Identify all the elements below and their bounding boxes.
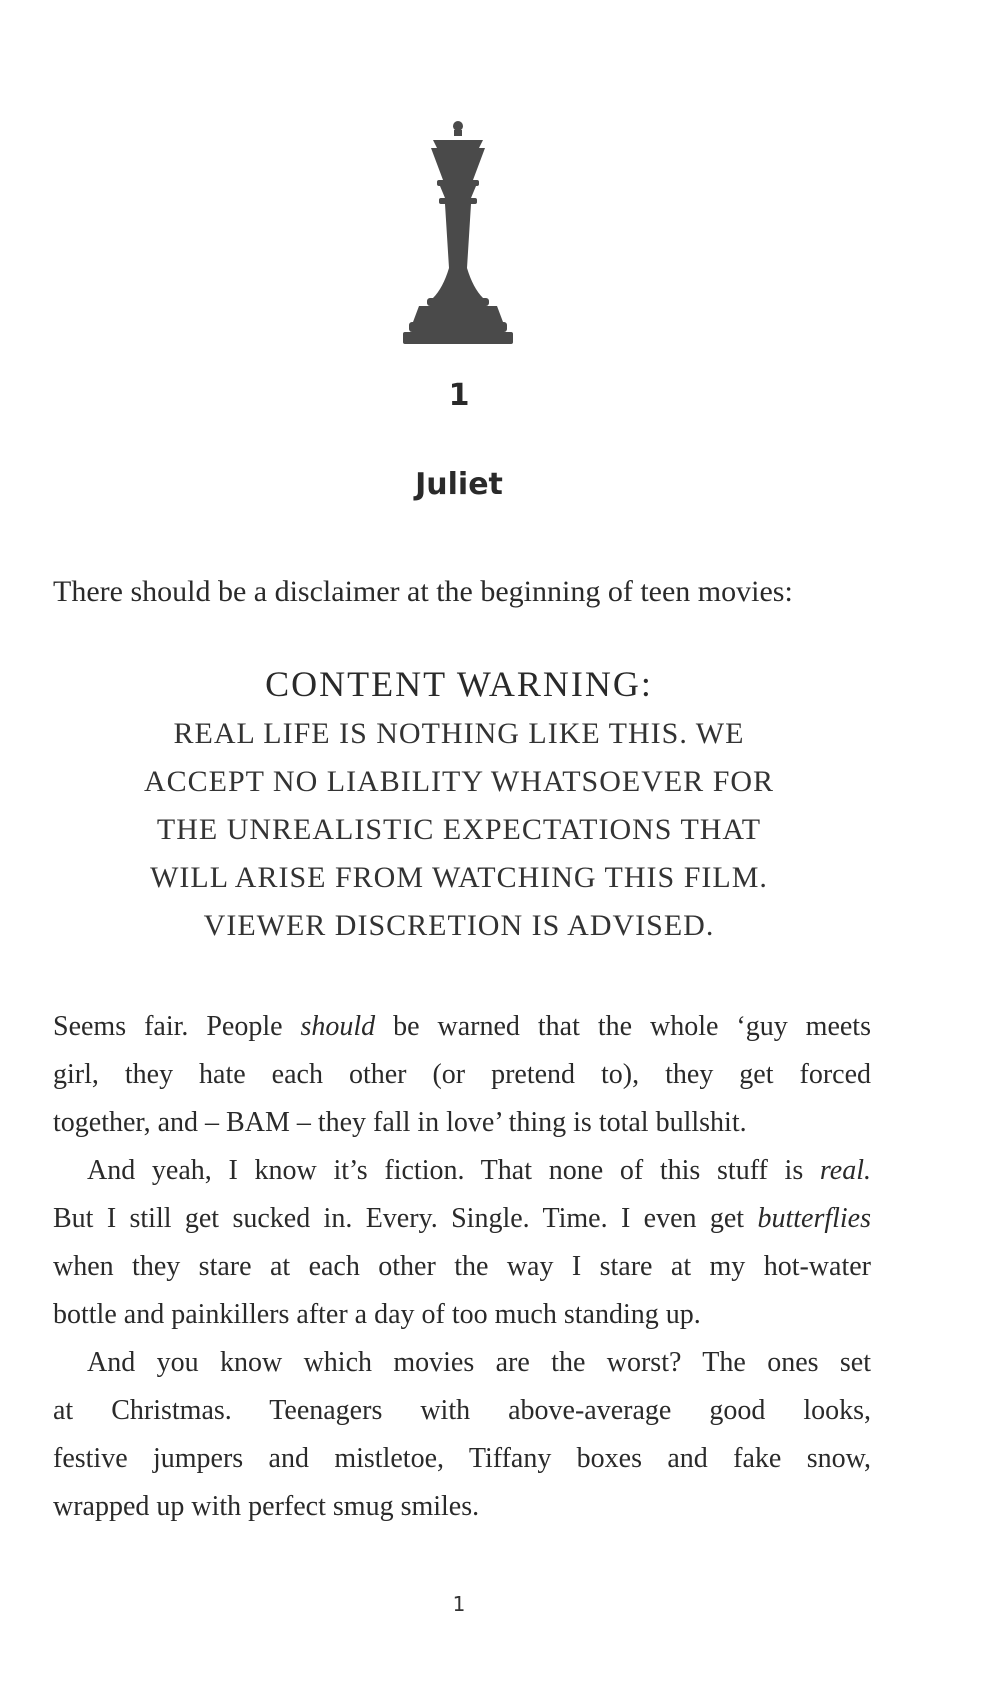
paragraph [53,1147,871,1339]
emphasis: real. [819,1155,871,1186]
chess-queen-icon [393,118,523,350]
warning-line: WILL ARISE FROM WATCHING THIS FILM. [150,861,768,894]
text-line: bottle and painkillers after a day of too much standing up. [53,1299,701,1330]
warning-line: REAL LIFE IS NOTHING LIKE THIS. WE [173,717,745,750]
text-line: when they stare at each other the way I stare at my hot-water [53,1251,871,1282]
page-number: 1 [452,1592,466,1616]
warning-line: VIEWER DISCRETION IS ADVISED. [203,909,715,942]
emphasis: butterflies [757,1203,871,1234]
text-line: Seems fair. People should be warned that the whole ‘guy meets [53,1011,871,1042]
text-line: And you know which movies are the worst? The ones set [87,1347,871,1378]
text-line: together, and – BAM – they fall in love’ thing is total bullshit. [53,1107,747,1138]
text-line: But I still get sucked in. Every. Single. Time. I even get butterflies [53,1203,871,1234]
text-line: festive jumpers and mistletoe, Tiffany boxes and fake snow, [53,1443,871,1474]
paragraph [53,1339,871,1531]
text-line: And yeah, I know it’s fiction. That none of this stuff is real. [87,1155,871,1186]
warning-heading: CONTENT WARNING: [265,664,653,704]
emphasis: should [300,1011,376,1042]
body-text [53,1003,871,1531]
text-line: at Christmas. Teenagers with above-average good looks, [53,1395,871,1426]
chapter-title: Juliet [415,467,503,502]
warning-body [0,710,918,950]
warning-line: THE UNREALISTIC EXPECTATIONS THAT [156,813,762,846]
warning-line: ACCEPT NO LIABILITY WHATSOEVER FOR [143,765,775,798]
text-line: wrapped up with perfect smug smiles. [53,1491,480,1522]
paragraph [53,1003,871,1147]
intro-line: There should be a disclaimer at the beginning of teen movies: [53,575,793,608]
chapter-number: 1 [448,378,470,413]
text-line: girl, they hate each other (or pretend to), they get forced [53,1059,871,1090]
